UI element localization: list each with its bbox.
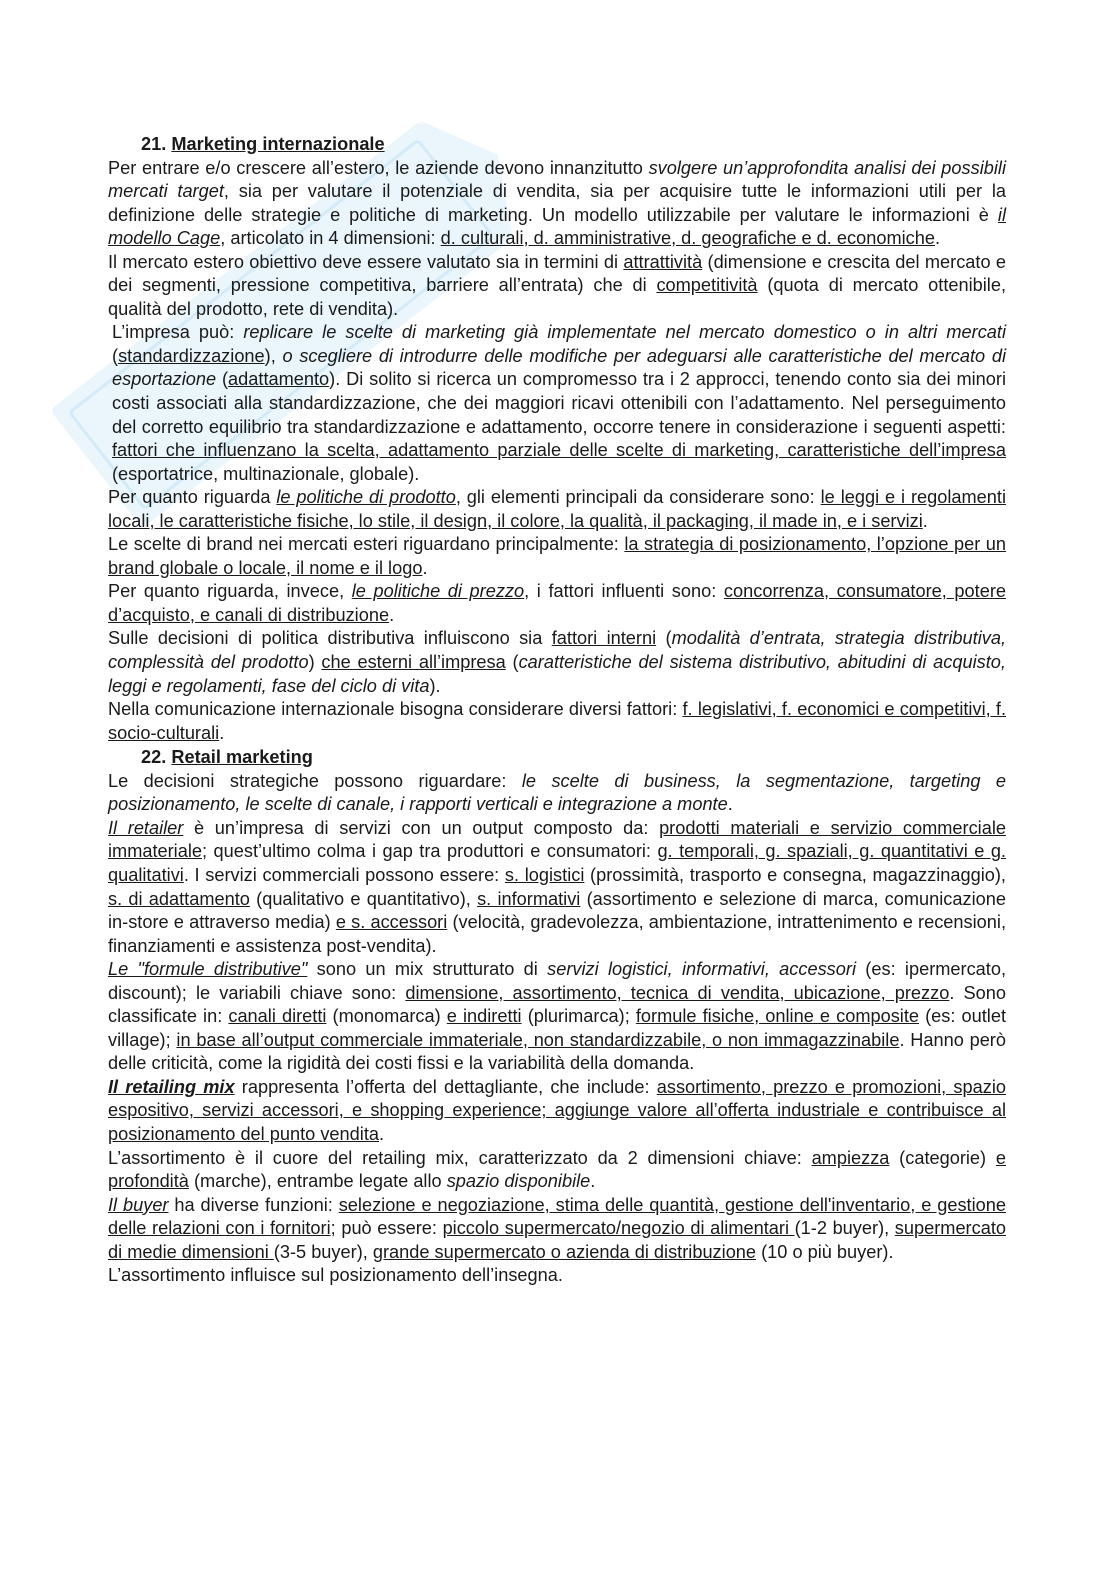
paragraph: Il retailing mix rappresenta l’offerta del dettagliante, che include: assortimento, prezzo e promozioni, spazio espositivo, servizi accessori, e shopping experience; aggiunge valore all’offerta industriale e contribuisce al posizionamento del punto vendita. — [108, 1076, 1007, 1144]
paragraph: Le scelte di brand nei mercati esteri riguardano principalmente: la strategia di posizionamento, l’opzione per un brand globale o locale, il nome e il logo. — [108, 534, 1007, 578]
paragraph: Il buyer ha diverse funzioni: selezione e negoziazione, stima delle quantità, gestione dell'inventario, e gestione delle relazioni con i fornitori; può essere: piccolo supermercato/negozio di alimentari (1-2 buyer), supermercato di medie dimensioni (3-5 buyer), grande supermercato o azienda di distribuzione (10 o più buyer). — [108, 1194, 1006, 1262]
section-number: 21. — [141, 134, 167, 154]
section-heading-22 — [108, 746, 1006, 770]
paragraph: Le decisioni strategiche possono riguardare: le scelte di business, la segmentazione, targeting e posizionamento, le scelte di canale, i rapporti verticali e integrazione a monte. — [108, 770, 1007, 815]
paragraph: L’assortimento è il cuore del retailing mix, caratterizzato da 2 dimensioni chiave: ampiezza (categorie) e profondità (marche), entrambe legate allo spazio disponibile. — [108, 1147, 1006, 1192]
section-title: Marketing internazionale — [171, 134, 385, 154]
paragraph: Nella comunicazione internazionale bisogna considerare diversi fattori: f. legislativi, f. economici e competitivi, f. socio-culturali. — [108, 699, 1007, 743]
paragraph: Le "formule distributive" sono un mix strutturato di servizi logistici, informativi, accessori (es: ipermercato, discount); le variabili chiave sono: dimensione, assortimento, tecnica di vendita, ubicazione, prezzo. Sono classificate in: canali diretti (monomarca) e indiretti (plurimarca); formule fisiche, online e composite (es: outlet village); in base all’output commerciale immateriale, non standardizzabile, o non immagazzinabile. Hanno però delle criticità, come la rigidità dei costi fissi e la variabilità della domanda. — [108, 959, 1007, 1074]
paragraph: L’impresa può: replicare le scelte di marketing già implementate nel mercato domestico o in altri mercati (standardizzazione), o scegliere di introdurre delle modifiche per adeguarsi alle caratteristiche del mercato di esportazione (adattamento). Di solito si ricerca un compromesso tra i 2 approcci, tenendo conto sia dei minori costi associati alla standardizzazione, che dei maggiori ricavi ottenibili con l’adattamento. Nel perseguimento del corretto equilibrio tra standardizzazione e adattamento, occorre tenere in considerazione i seguenti aspetti: fattori che influenzano la scelta, adattamento parziale delle scelte di marketing, caratteristiche dell’impresa (esportatrice, multinazionale, globale). — [112, 322, 1006, 484]
paragraph: L’assortimento influisce sul posizionamento dell’insegna. — [108, 1265, 563, 1286]
document-body — [108, 133, 1006, 1288]
paragraph: Per quanto riguarda, invece, le politiche di prezzo, i fattori influenti sono: concorrenza, consumatore, potere d’acquisto, e canali di distribuzione. — [108, 581, 1006, 625]
paragraph: Il retailer è un’impresa di servizi con un output composto da: prodotti materiali e servizio commerciale immateriale; quest’ultimo colma i gap tra produttori e consumatori: g. temporali, g. spaziali, g. quantitativi e g. qualitativi. I servizi commerciali possono essere: s. logistici (prossimità, trasporto e consegna, magazzinaggio), s. di adattamento (qualitativo e quantitativo), s. informativi (assortimento e selezione di marca, comunicazione in-store e attraverso media) e s. accessori (velocità, gradevolezza, ambientazione, intrattenimento e recensioni, finanziamenti e assistenza post-vendita). — [108, 817, 1006, 956]
section-heading-21 — [108, 133, 1006, 157]
paragraph: Per entrare e/o crescere all’estero, le aziende devono innanzitutto svolgere un’approfondita analisi dei possibili mercati target, sia per valutare il potenziale di vendita, sia per acquisire tutte le informazioni utili per la definizione delle strategie e politiche di marketing. Un modello utilizzabile per valutare le informazioni è il modello Cage, articolato in 4 dimensioni: d. culturali, d. amministrative, d. geografiche e d. economiche. — [108, 157, 1006, 249]
section-number: 22. — [141, 747, 167, 768]
paragraph: Per quanto riguarda le politiche di prodotto, gli elementi principali da considerare sono: le leggi e i regolamenti locali, le caratteristiche fisiche, lo stile, il design, il colore, la qualità, il packaging, il made in, e i servizi. — [108, 487, 1006, 531]
paragraph: Il mercato estero obiettivo deve essere valutato sia in termini di attrattività (dimensione e crescita del mercato e dei segmenti, pressione competitiva, barriere all’entrata) che di competitività (quota di mercato ottenibile, qualità del prodotto, rete di vendita). — [108, 251, 1007, 319]
paragraph: Sulle decisioni di politica distributiva influiscono sia fattori interni (modalità d’entrata, strategia distributiva, complessità del prodotto) che esterni all’impresa (caratteristiche del sistema distributivo, abitudini di acquisto, leggi e regolamenti, fase del ciclo di vita). — [108, 628, 1006, 696]
section-title: Retail marketing — [171, 747, 313, 768]
